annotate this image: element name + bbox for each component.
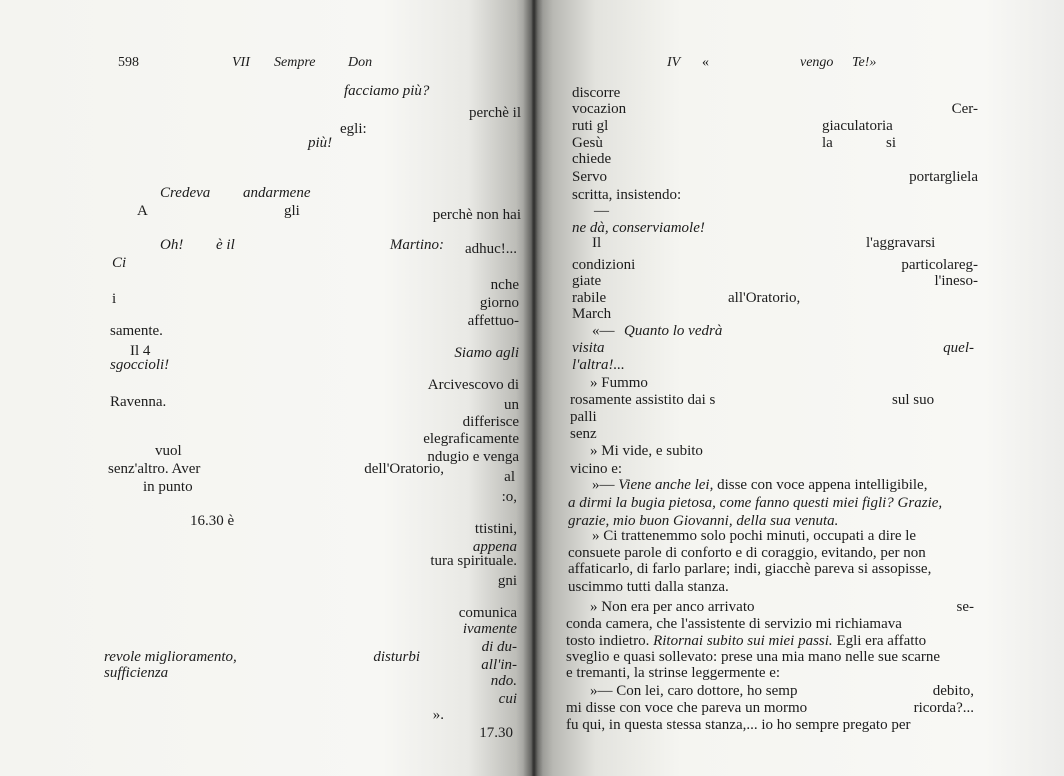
left-text-line: ndo. (490, 673, 517, 689)
paragraph-run: a dirmi la bugia pietosa, come fanno questi miei figli? Grazie, (568, 495, 943, 511)
right-text-line: rosamente assistito dai s (570, 392, 716, 408)
left-text-line: gni (497, 573, 517, 589)
right-text-line: Quanto lo vedrà (624, 323, 723, 339)
left-text-line: affettuo- (467, 313, 519, 329)
left-text-line: ivamente (462, 621, 517, 637)
paragraph-run: grazie, mio buon Giovanni, della sua venuta. (568, 513, 839, 529)
right-text-line: l'ineso- (934, 273, 978, 289)
right-text-line: chiede (572, 151, 612, 167)
running-head: VII (232, 55, 250, 70)
right-text-line: scritta, insistendo: (572, 187, 682, 203)
paragraph-line (592, 527, 916, 545)
paragraph-run: affaticarlo, di farlo parlare; indi, giacchè pareva si assopisse, (568, 561, 932, 577)
right-text-line: «— (592, 323, 615, 339)
left-text-line: 17.30 (479, 725, 513, 741)
right-text-line: giate (572, 273, 602, 289)
paragraph-run: consuete parole di conforto e di coraggio, evitando, per non (568, 545, 926, 561)
right-text-line: giaculatoria (822, 118, 893, 134)
paragraph-line (566, 699, 807, 717)
left-text-line: dell'Oratorio, (364, 461, 444, 477)
paragraph-run: mi disse con voce che pareva un mormo (566, 700, 808, 716)
left-text-line: vuol (155, 443, 182, 459)
paragraph-line (568, 494, 942, 512)
running-head: Te!» (852, 55, 877, 70)
running-head: Sempre (274, 55, 316, 70)
left-text-line: è il (216, 237, 235, 253)
right-text-line: vocazion (572, 101, 627, 117)
left-text-line: appena (472, 539, 517, 555)
left-text-line: perchè il (468, 105, 521, 121)
left-text-line: nche (490, 277, 519, 293)
right-text-line: ne dà, conserviamole! (572, 220, 705, 236)
left-text-line: Ravenna. (110, 394, 167, 410)
paragraph-line (568, 560, 931, 578)
right-text-line: particolareg- (901, 257, 978, 273)
right-text-line: » Fummo (590, 375, 648, 391)
paragraph-line (590, 682, 797, 700)
right-text-line: ricorda?... (913, 700, 974, 716)
paragraph-line (568, 578, 729, 596)
right-text-line: ruti gl (572, 118, 609, 134)
right-text-line: Gesù (572, 135, 603, 151)
paragraph-run: Viene anche lei, (618, 477, 714, 493)
paragraph-run: Egli era affatto (832, 633, 927, 649)
paragraph-run: »— Con lei, caro dottore, ho semp (590, 683, 798, 699)
right-text-line: March (572, 306, 612, 322)
book-gutter (523, 0, 543, 776)
right-text-line: l'aggravarsi (866, 235, 936, 251)
right-text-line: debito, (932, 683, 974, 699)
left-text-line: differisce (462, 414, 519, 430)
left-text-line: comunica (458, 605, 517, 621)
right-text-line: portargliela (909, 169, 978, 185)
paragraph-line (566, 716, 911, 734)
running-head: vengo (800, 55, 834, 70)
paragraph-run: disse con voce appena intelligibile, (713, 477, 928, 493)
left-text-line: ndugio e venga (427, 449, 519, 465)
left-text-line: Martino: (389, 237, 444, 253)
paragraph-run: » Ci trattenemmo solo pochi minuti, occupati a dire le (592, 528, 917, 544)
left-text-line: più! (308, 135, 333, 151)
paragraph-line (566, 615, 902, 633)
paragraph-line (592, 476, 927, 494)
right-text-line: — (594, 203, 609, 219)
paragraph-run: Ritornai subito sui miei passi. (653, 633, 833, 649)
right-text-line: senz (570, 426, 597, 442)
left-text-line: sgoccioli! (110, 357, 170, 373)
right-text-line: Servo (572, 169, 607, 185)
left-text-line: 16.30 è (190, 513, 235, 529)
paragraph-line (566, 664, 780, 682)
right-text-line: Cer- (951, 101, 978, 117)
left-text-line: A (137, 203, 148, 219)
left-text-line: giorno (479, 295, 519, 311)
left-text-line: senz'altro. Aver (108, 461, 201, 477)
right-text-line: vicino e: (570, 461, 623, 477)
right-text-line: palli (570, 409, 597, 425)
running-head: « (702, 55, 709, 70)
left-text-line: gli (284, 203, 300, 219)
right-text-line: si (886, 135, 897, 151)
left-text-line: facciamo più? (344, 83, 430, 99)
right-text-line: l'altra!... (572, 357, 625, 373)
right-text-line: all'Oratorio, (728, 290, 801, 306)
right-text-line: la (822, 135, 833, 151)
left-text-line: elegraficamente (423, 431, 519, 447)
right-text-line: » Mi vide, e subito (590, 443, 703, 459)
paragraph-run: »— (592, 477, 619, 493)
right-text-line: rabile (572, 290, 607, 306)
right-text-line: Il (592, 235, 602, 251)
left-text-line: revole miglioramento, (104, 649, 237, 665)
right-text-line: condizioni (572, 257, 636, 273)
left-text-line: Oh! (160, 237, 184, 253)
paragraph-run: » Non era per anco arrivato (590, 599, 755, 615)
paragraph-run: fu qui, in questa stessa stanza,... io ho sempre pregato per (566, 717, 911, 733)
left-text-line: ttistini, (474, 521, 517, 537)
running-head: IV (667, 55, 681, 70)
left-text-line: adhuc!... (464, 241, 517, 257)
left-text-line: :o, (501, 489, 517, 505)
paragraph-run: e tremanti, la strinse leggermente e: (566, 665, 781, 681)
left-text-line: samente. (110, 323, 163, 339)
left-text-line: sufficienza (104, 665, 169, 681)
left-text-line: Credeva (160, 185, 211, 201)
paragraph-run: tosto indietro. (566, 633, 654, 649)
left-text-line: Siamo agli (454, 345, 519, 361)
left-text-line: egli: (340, 121, 367, 137)
left-text-line: Arcivescovo di (427, 377, 519, 393)
right-text-line: sul suo (892, 392, 935, 408)
left-text-line: al (504, 469, 515, 485)
left-text-line: disturbi (373, 649, 420, 665)
left-text-line: ». (432, 707, 444, 723)
paragraph-line (590, 598, 755, 616)
left-text-line: all'in- (481, 657, 517, 673)
paragraph-run: uscimmo tutti dalla stanza. (568, 579, 729, 595)
right-text-line: discorre (572, 85, 621, 101)
left-text-line: andarmene (243, 185, 311, 201)
left-text-line: tura spirituale. (430, 553, 517, 569)
left-text-line: di du- (481, 639, 517, 655)
right-text-line: quel- (943, 340, 974, 356)
left-text-line: cui (498, 691, 517, 707)
right-text-line: se- (956, 599, 974, 615)
left-text-line: Ci (112, 255, 127, 271)
left-text-line: in punto (143, 479, 193, 495)
paragraph-run: sveglio e quasi sollevato: prese una mia mano nelle sue scarne (566, 649, 941, 665)
left-text-line: Il 4 (130, 343, 151, 359)
right-text-line: visita (572, 340, 605, 356)
page-number: 598 (118, 55, 139, 70)
left-text-line: perchè non hai (432, 207, 521, 223)
running-head: Don (348, 55, 373, 70)
paragraph-run: conda camera, che l'assistente di servizio mi richiamava (566, 616, 902, 632)
left-text-line: un (504, 397, 519, 413)
left-text-line: i (112, 291, 117, 307)
